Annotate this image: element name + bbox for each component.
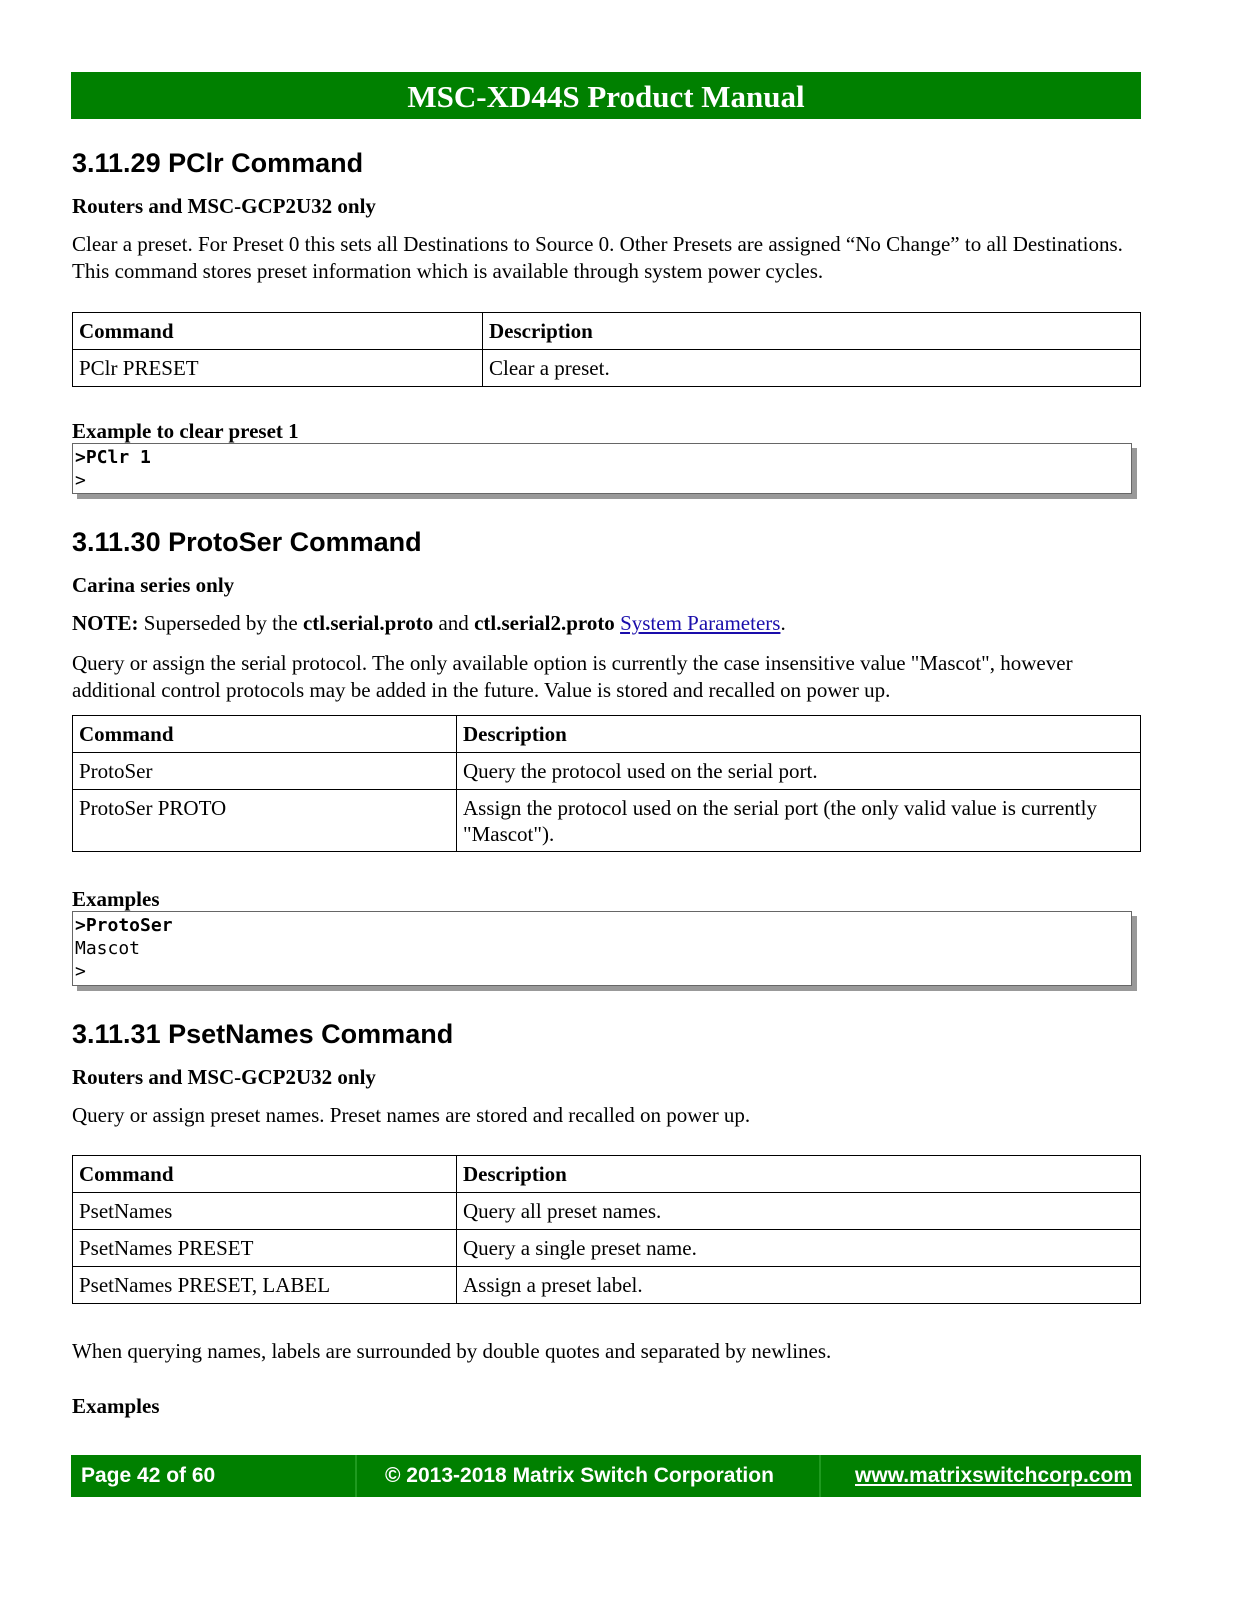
command-table-protoser: [72, 715, 1141, 852]
code-line: >ProtoSer: [75, 915, 173, 936]
table-cell-command: PsetNames: [73, 1193, 457, 1230]
code-line: Mascot: [75, 938, 141, 959]
table-row: [73, 790, 1141, 852]
table-cell-description: Query a single preset name.: [457, 1230, 1141, 1267]
section-heading-pclr: 3.11.29 PClr Command: [72, 148, 364, 178]
table-header-description: Description: [457, 1156, 1141, 1193]
example-label-pclr: Example to clear preset 1: [72, 419, 299, 443]
after-table-note-psetnames: When querying names, labels are surrounded by double quotes and separated by newlines.: [72, 1339, 832, 1363]
system-parameters-link[interactable]: System Parameters: [620, 611, 781, 635]
command-table-pclr: [72, 312, 1141, 387]
table-header-command: Command: [73, 313, 483, 350]
table-header-description: Description: [457, 716, 1141, 753]
code-example-pclr: [72, 443, 1132, 494]
table-header-command: Command: [73, 716, 457, 753]
table-row: [73, 1230, 1141, 1267]
table-cell-description: Clear a preset.: [483, 350, 1141, 387]
page-number: Page 42 of 60: [81, 1464, 216, 1487]
table-header-row: [73, 716, 1141, 753]
table-cell-command: ProtoSer: [73, 753, 457, 790]
table-cell-description: Query the protocol used on the serial port.: [457, 753, 1141, 790]
table-row: [73, 1193, 1141, 1230]
table-cell-description: Assign the protocol used on the serial port (the only valid value is currently "Mascot").: [457, 790, 1141, 852]
table-cell-command: PsetNames PRESET: [73, 1230, 457, 1267]
applies-to-psetnames: Routers and MSC-GCP2U32 only: [72, 1065, 376, 1089]
note-protoser: [72, 610, 1132, 637]
table-row: [73, 1267, 1141, 1304]
table-cell-description: Query all preset names.: [457, 1193, 1141, 1230]
applies-to-protoser: Carina series only: [72, 573, 235, 597]
section-heading-psetnames: 3.11.31 PsetNames Command: [72, 1019, 454, 1049]
code-line: >PClr 1: [75, 447, 151, 468]
copyright: © 2013-2018 Matrix Switch Corporation: [385, 1464, 774, 1487]
table-header-command: Command: [73, 1156, 457, 1193]
table-cell-command: PsetNames PRESET, LABEL: [73, 1267, 457, 1304]
table-header-row: [73, 1156, 1141, 1193]
code-example-protoser: [72, 911, 1132, 986]
footer-divider: [355, 1455, 357, 1497]
note-text: and: [433, 611, 475, 635]
website-link[interactable]: www.matrixswitchcorp.com: [855, 1464, 1132, 1487]
note-label: NOTE:: [72, 611, 139, 635]
footer-divider: [819, 1455, 821, 1497]
table-row: [73, 350, 1141, 387]
note-param-serial: ctl.serial.proto: [302, 611, 434, 635]
page-header: [71, 72, 1141, 119]
page-footer: [71, 1455, 1141, 1497]
code-line: >: [75, 470, 86, 491]
command-table-psetnames: [72, 1155, 1141, 1304]
table-header-row: [73, 313, 1141, 350]
table-cell-description: Assign a preset label.: [457, 1267, 1141, 1304]
table-header-description: Description: [483, 313, 1141, 350]
document-title: MSC-XD44S Product Manual: [407, 79, 805, 114]
example-label-protoser: Examples: [72, 887, 160, 911]
table-cell-command: PClr PRESET: [73, 350, 483, 387]
note-param-serial2: ctl.serial2.proto: [474, 611, 615, 635]
description-protoser: Query or assign the serial protocol. The only available option is currently the case insensitive value "Mascot", however additional control protocols may be added in the future. Value is stored and recalled on power up.: [72, 651, 1073, 702]
note-text: Superseded by the: [138, 611, 303, 635]
section-heading-protoser: 3.11.30 ProtoSer Command: [72, 527, 422, 557]
code-line: >: [75, 961, 86, 982]
note-text: .: [780, 611, 786, 635]
table-row: [73, 753, 1141, 790]
example-label-psetnames: Examples: [72, 1394, 160, 1418]
description-pclr: Clear a preset. For Preset 0 this sets all Destinations to Source 0. Other Presets are assigned “No Change” to all Destinations. This command stores preset information which is available through system power cycles.: [72, 232, 1123, 283]
description-psetnames: Query or assign preset names. Preset names are stored and recalled on power up.: [72, 1103, 751, 1127]
table-cell-command: ProtoSer PROTO: [73, 790, 457, 852]
applies-to-pclr: Routers and MSC-GCP2U32 only: [72, 194, 376, 218]
